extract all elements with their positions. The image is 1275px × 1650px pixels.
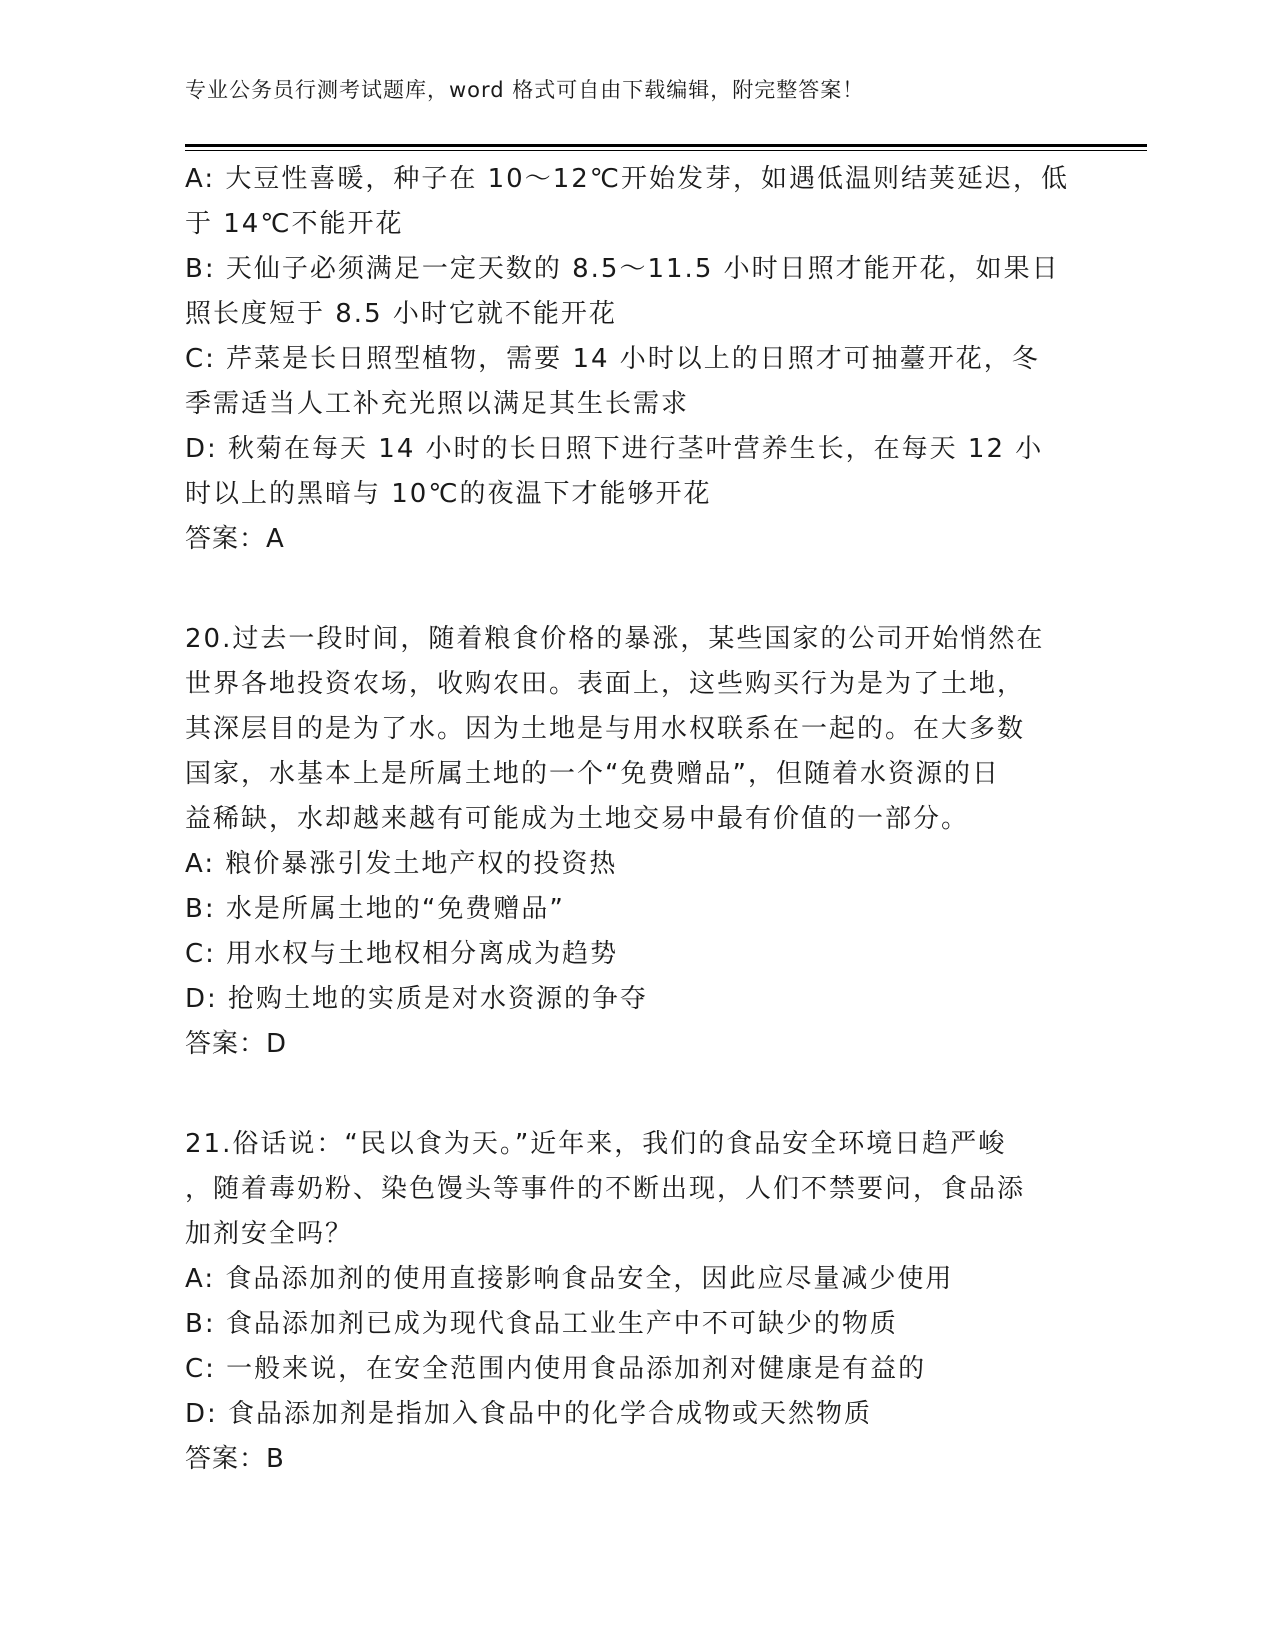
q21-stem (185, 1122, 1085, 1257)
document-body (185, 157, 1085, 1482)
page-header: 专业公务员行测考试题库，word 格式可自由下载编辑，附完整答案！ (185, 78, 865, 102)
q21-option-a: A: 食品添加剂的使用直接影响食品安全，因此应尽量减少使用 (185, 1264, 954, 1294)
option-line: B: 天仙子必须满足一定天数的 8.5～11.5 小时日照才能开花，如果日 (185, 254, 1060, 284)
stem-line: 国家，水基本上是所属土地的一个“免费赠品”，但随着水资源的日 (185, 759, 1000, 789)
q19-option-a (185, 157, 1085, 247)
spacer (185, 1067, 1085, 1122)
spacer (185, 562, 1085, 617)
stem-line: 其深层目的是为了水。因为土地是与用水权联系在一起的。在大多数 (185, 714, 1026, 744)
option-line: 照长度短于 8.5 小时它就不能开花 (185, 299, 617, 329)
q21-option-c: C: 一般来说，在安全范围内使用食品添加剂对健康是有益的 (185, 1354, 927, 1384)
question-19 (185, 157, 1085, 562)
q20-option-c: C: 用水权与土地权相分离成为趋势 (185, 939, 619, 969)
q19-option-d (185, 427, 1085, 517)
q19-option-b (185, 247, 1085, 337)
stem-line: 20.过去一段时间，随着粮食价格的暴涨，某些国家的公司开始悄然在 (185, 624, 1045, 654)
q20-option-b: B: 水是所属土地的“免费赠品” (185, 894, 565, 924)
q20-answer: 答案：D (185, 1029, 288, 1059)
option-line: 季需适当人工补充光照以满足其生长需求 (185, 389, 690, 419)
question-20 (185, 617, 1085, 1067)
q21-option-d: D: 食品添加剂是指加入食品中的化学合成物或天然物质 (185, 1399, 873, 1429)
q20-option-a: A: 粮价暴涨引发土地产权的投资热 (185, 849, 618, 879)
option-line: D: 秋菊在每天 14 小时的长日照下进行茎叶营养生长，在每天 12 小 (185, 434, 1044, 464)
header-rule-thick (185, 144, 1147, 147)
q21-answer: 答案：B (185, 1444, 285, 1474)
option-line: A: 大豆性喜暖，种子在 10～12℃开始发芽，如遇低温则结荚延迟，低 (185, 164, 1069, 194)
header-rule-thin (185, 150, 1147, 151)
q19-option-c (185, 337, 1085, 427)
q19-answer: 答案：A (185, 524, 285, 554)
option-line: 时以上的黑暗与 10℃的夜温下才能够开花 (185, 479, 712, 509)
stem-line: 21.俗话说：“民以食为天。”近年来，我们的食品安全环境日趋严峻 (185, 1129, 1007, 1159)
stem-line: ，随着毒奶粉、染色馒头等事件的不断出现，人们不禁要问，食品添 (185, 1174, 1026, 1204)
stem-line: 加剂安全吗？ (185, 1219, 354, 1249)
stem-line: 益稀缺，水却越来越有可能成为土地交易中最有价值的一部分。 (185, 804, 970, 834)
q20-option-d: D: 抢购土地的实质是对水资源的争夺 (185, 984, 649, 1014)
option-line: 于 14℃不能开花 (185, 209, 404, 239)
question-21 (185, 1122, 1085, 1482)
stem-line: 世界各地投资农场，收购农田。表面上，这些购买行为是为了土地， (185, 669, 1026, 699)
q20-stem (185, 617, 1085, 842)
q21-option-b: B: 食品添加剂已成为现代食品工业生产中不可缺少的物质 (185, 1309, 898, 1339)
option-line: C: 芹菜是长日照型植物，需要 14 小时以上的日照才可抽薹开花，冬 (185, 344, 1040, 374)
